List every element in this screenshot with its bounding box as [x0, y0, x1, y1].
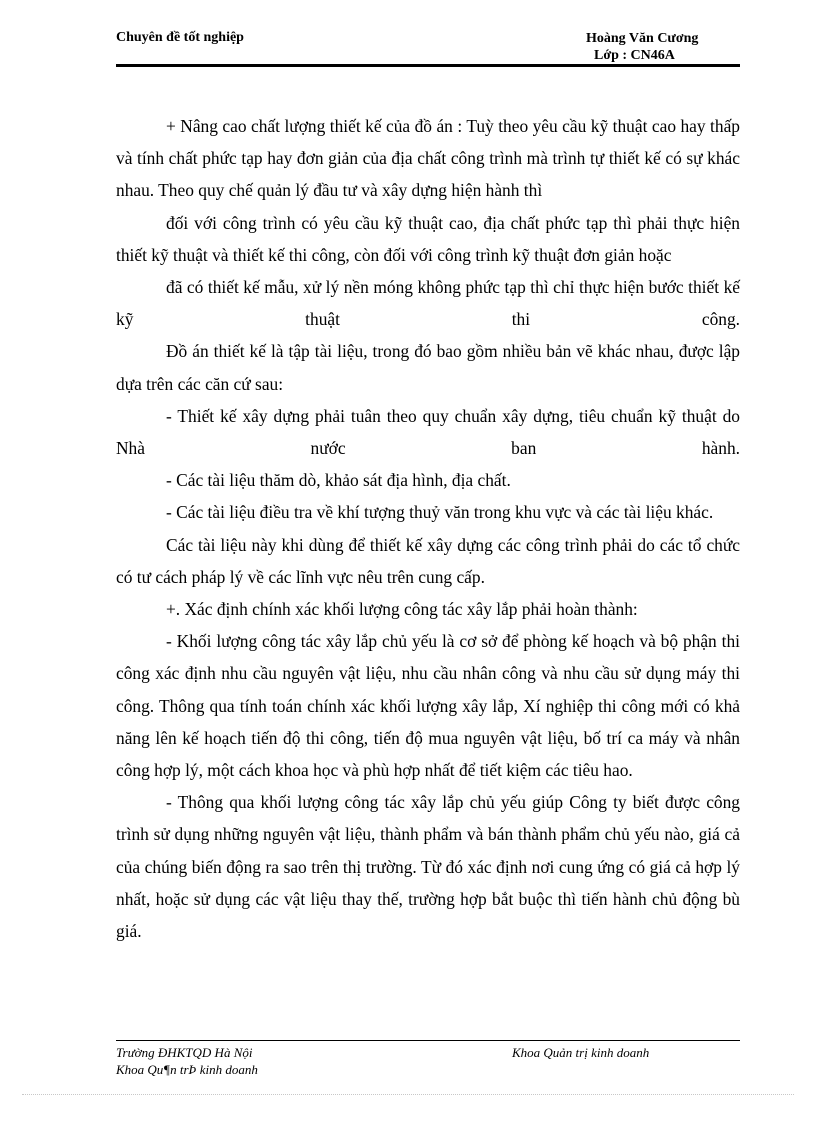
author-name: Hoàng Văn Cương [586, 31, 699, 46]
paragraph: đối với công trình có yêu cầu kỹ thuật cao, địa chất phức tạp thì phải thực hiện thiết kỹ thuật và thiết kế thi công, còn đối với công trình kỹ thuật đơn giản hoặc [116, 212, 740, 265]
page-edge-divider [22, 1094, 794, 1095]
paragraph: - Thiết kế xây dựng phải tuân theo quy chuẩn xây dựng, tiêu chuẩn kỹ thuật do Nhà nước ban hành. [116, 405, 740, 459]
page-header [116, 28, 740, 68]
header-divider [116, 64, 740, 67]
paragraph: - Thông qua khối lượng công tác xây lắp chủ yếu giúp Công ty biết được công trình sử dụng những nguyên vật liệu, thành phẩm và bán thành phẩm chủ yếu nào, giá cả của chúng biến động ra sao trên thị trường. Từ đó xác định nơi cung ứng có giá cả hợp lý nhất, hoặc sử dụng các vật liệu thay thế, trường hợp bắt buộc thì tiến hành chủ động bù giá. [116, 792, 740, 942]
document-title: Chuyên đề tốt nghiệp [116, 30, 244, 45]
paragraph: + Nâng cao chất lượng thiết kế của đồ án : Tuỳ theo yêu cầu kỹ thuật cao hay thấp và tính chất phức tạp hay đơn giản của địa chất công trình mà trình tự thiết kế có sự khác nhau. Theo quy chế quản lý đầu tư và xây dựng hiện hành thì [116, 116, 740, 201]
paragraph: - Các tài liệu thăm dò, khảo sát địa hình, địa chất. [166, 470, 511, 491]
paragraph: Đồ án thiết kế là tập tài liệu, trong đó bao gồm nhiều bản vẽ khác nhau, được lập dựa trên các căn cứ sau: [116, 341, 740, 394]
page-footer [116, 1044, 740, 1078]
footer-school: Trường ĐHKTQD Hà Nội [116, 1045, 253, 1060]
paragraph: +. Xác định chính xác khối lượng công tác xây lắp phải hoàn thành: [166, 599, 638, 620]
author-block [586, 30, 698, 64]
class-label: Lớp : CN46A [594, 48, 675, 63]
footer-department: Khoa Qu¶n trÞ kinh doanh [116, 1062, 258, 1077]
document-body [116, 110, 740, 947]
paragraph: - Các tài liệu điều tra về khí tượng thuỷ văn trong khu vực và các tài liệu khác. [166, 502, 714, 523]
paragraph: - Khối lượng công tác xây lắp chủ yếu là cơ sở để phòng kế hoạch và bộ phận thi công xác định nhu cầu nguyên vật liệu, nhu cầu nhân công và nhu cầu sử dụng máy thi công. Thông qua tính toán chính xác khối lượng xây lắp, Xí nghiệp thi công mới có khả năng lên kế hoạch tiến độ thi công, tiến độ mua nguyên vật liệu, bố trí ca máy và nhân công hợp lý, một cách khoa học và phù hợp nhất để tiết kiệm các tiêu hao. [116, 631, 740, 781]
footer-divider [116, 1040, 740, 1041]
paragraph: Các tài liệu này khi dùng để thiết kế xây dựng các công trình phải do các tổ chức có tư cách pháp lý về các lĩnh vực nêu trên cung cấp. [116, 534, 740, 587]
paragraph: đã có thiết kế mẫu, xử lý nền móng không phức tạp thì chỉ thực hiện bước thiết kế kỹ thuật thi công. [116, 277, 740, 330]
footer-department-right: Khoa Quản trị kinh doanh [512, 1045, 650, 1060]
